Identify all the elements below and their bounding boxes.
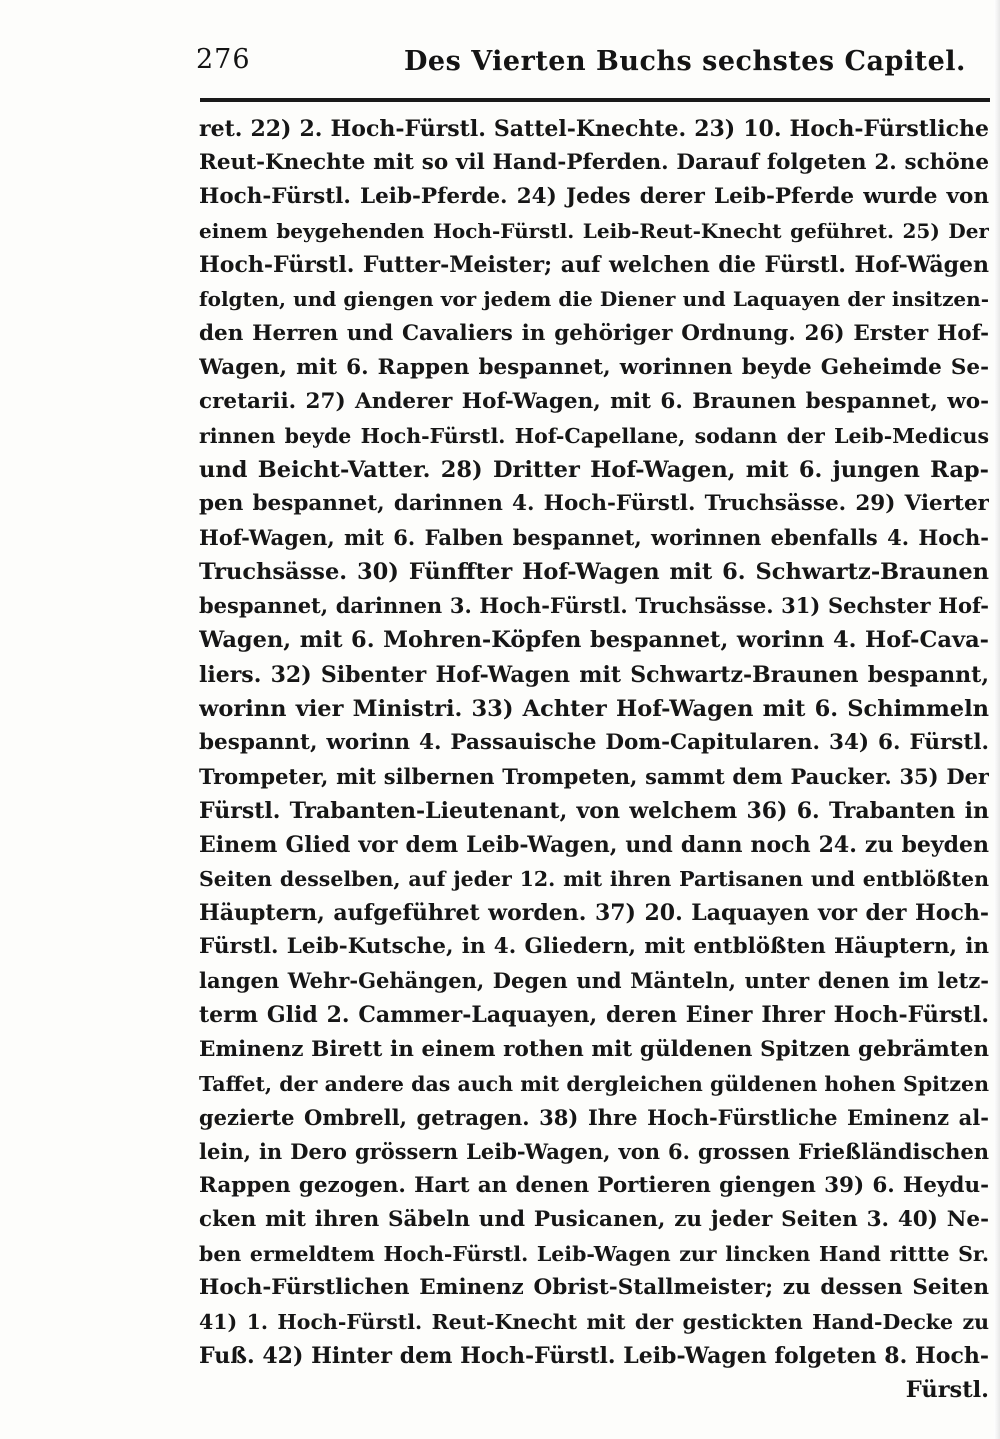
header-rule <box>200 98 990 102</box>
page-number: 276 <box>196 44 251 75</box>
text-line: ret. 22) 2. Hoch-Fürstl. Sattel-Knechte. 23) 10. Hoch-Fürstliche <box>199 116 989 142</box>
body-text <box>199 112 989 1408</box>
text-line: Reut-Knechte mit so vil Hand-Pferden. Darauf folgeten 2. schöne <box>199 150 989 176</box>
text-line: Taffet, der andere das auch mit dergleichen güldenen hohen Spitzen <box>199 1071 989 1096</box>
text-line: Hoch-Fürstlichen Eminenz Obrist-Stallmeister; zu dessen Seiten <box>199 1275 989 1301</box>
page-header <box>196 44 992 94</box>
text-line: Fuß. 42) Hinter dem Hoch-Fürstl. Leib-Wagen folgeten 8. Hoch- <box>199 1343 989 1370</box>
text-line: Wagen, mit 6. Rappen bespannet, worinnen beyde Geheimde Se- <box>199 354 989 380</box>
text-line: langen Wehr-Gehängen, Degen und Mänteln, unter denen im letz- <box>199 968 989 994</box>
running-title: Des Vierten Buchs sechstes Capitel. <box>404 46 966 77</box>
text-line: Häuptern, aufgeführet worden. 37) 20. Laquayen vor der Hoch- <box>199 900 989 927</box>
text-line: Fürstl. <box>905 1377 989 1404</box>
text-line: cken mit ihren Säbeln und Pusicanen, zu jeder Seiten 3. 40) Ne- <box>199 1207 989 1232</box>
text-line: liers. 32) Sibenter Hof-Wagen mit Schwartz-Braunen bespannt, <box>199 661 989 688</box>
text-line: und Beicht-Vatter. 28) Dritter Hof-Wagen, mit 6. jungen Rap- <box>199 456 989 483</box>
text-line: Einem Glied vor dem Leib-Wagen, und dann noch 24. zu beyden <box>199 831 989 858</box>
text-line: bespannet, darinnen 3. Hoch-Fürstl. Truchsässe. 31) Sechster Hof- <box>199 593 989 619</box>
page-edge-shadow <box>994 0 1000 1439</box>
text-line: einem beygehenden Hoch-Fürstl. Leib-Reut-Knecht geführet. 25) Der <box>199 219 989 244</box>
text-line: Seiten desselben, auf jeder 12. mit ihren Partisanen und entblößten <box>199 867 989 892</box>
text-line: lein, in Dero grössern Leib-Wagen, von 6. grossen Frießländischen <box>199 1138 989 1164</box>
text-line: 41) 1. Hoch-Fürstl. Reut-Knecht mit der gestickten Hand-Decke zu <box>199 1310 989 1335</box>
text-line: Hoch-Fürstl. Futter-Meister; auf welchen die Fürstl. Hof-Wägen <box>199 252 989 279</box>
text-line: pen bespannet, darinnen 4. Hoch-Fürstl. Truchsässe. 29) Vierter <box>199 491 989 517</box>
text-line: Wagen, mit 6. Mohren-Köpfen bespannet, worinn 4. Hof-Cava- <box>199 627 989 654</box>
text-line: rinnen beyde Hoch-Fürstl. Hof-Capellane, sodann der Leib-Medicus <box>199 423 989 448</box>
text-line: gezierte Ombrell, getragen. 38) Ihre Hoch-Fürstliche Eminenz al- <box>199 1104 989 1130</box>
text-line: Hof-Wagen, mit 6. Falben bespannet, worinnen ebenfalls 4. Hoch- <box>199 525 989 551</box>
text-line: Eminenz Birett in einem rothen mit güldenen Spitzen gebrämten <box>199 1036 989 1062</box>
text-line: Fürstl. Trabanten-Lieutenant, von welchem 36) 6. Trabanten in <box>199 797 989 824</box>
text-line: cretarii. 27) Anderer Hof-Wagen, mit 6. Braunen bespannet, wo- <box>199 388 989 414</box>
text-line: Rappen gezogen. Hart an denen Portieren giengen 39) 6. Heydu- <box>199 1172 989 1198</box>
text-line: Truchsässe. 30) Fünffter Hof-Wagen mit 6. Schwartz-Braunen <box>199 559 989 586</box>
text-line: ben ermeldtem Hoch-Fürstl. Leib-Wagen zur lincken Hand rittte Sr. <box>199 1242 989 1267</box>
text-line: bespannt, worinn 4. Passauische Dom-Capitularen. 34) 6. Fürstl. <box>199 729 989 755</box>
text-line: Fürstl. Leib-Kutsche, in 4. Gliedern, mit entblößten Häuptern, in <box>199 934 989 960</box>
text-line: worinn vier Ministri. 33) Achter Hof-Wagen mit 6. Schimmeln <box>199 695 989 722</box>
text-line: term Glid 2. Cammer-Laquayen, deren Einer Ihrer Hoch-Fürstl. <box>199 1002 989 1029</box>
text-line: Trompeter, mit silbernen Trompeten, sammt dem Paucker. 35) Der <box>199 763 989 789</box>
text-line: Hoch-Fürstl. Leib-Pferde. 24) Jedes derer Leib-Pferde wurde von <box>199 184 989 210</box>
text-line: den Herren und Cavaliers in gehöriger Ordnung. 26) Erster Hof- <box>199 320 989 346</box>
text-line: folgten, und giengen vor jedem die Diener und Laquayen der insitzen- <box>199 287 989 312</box>
